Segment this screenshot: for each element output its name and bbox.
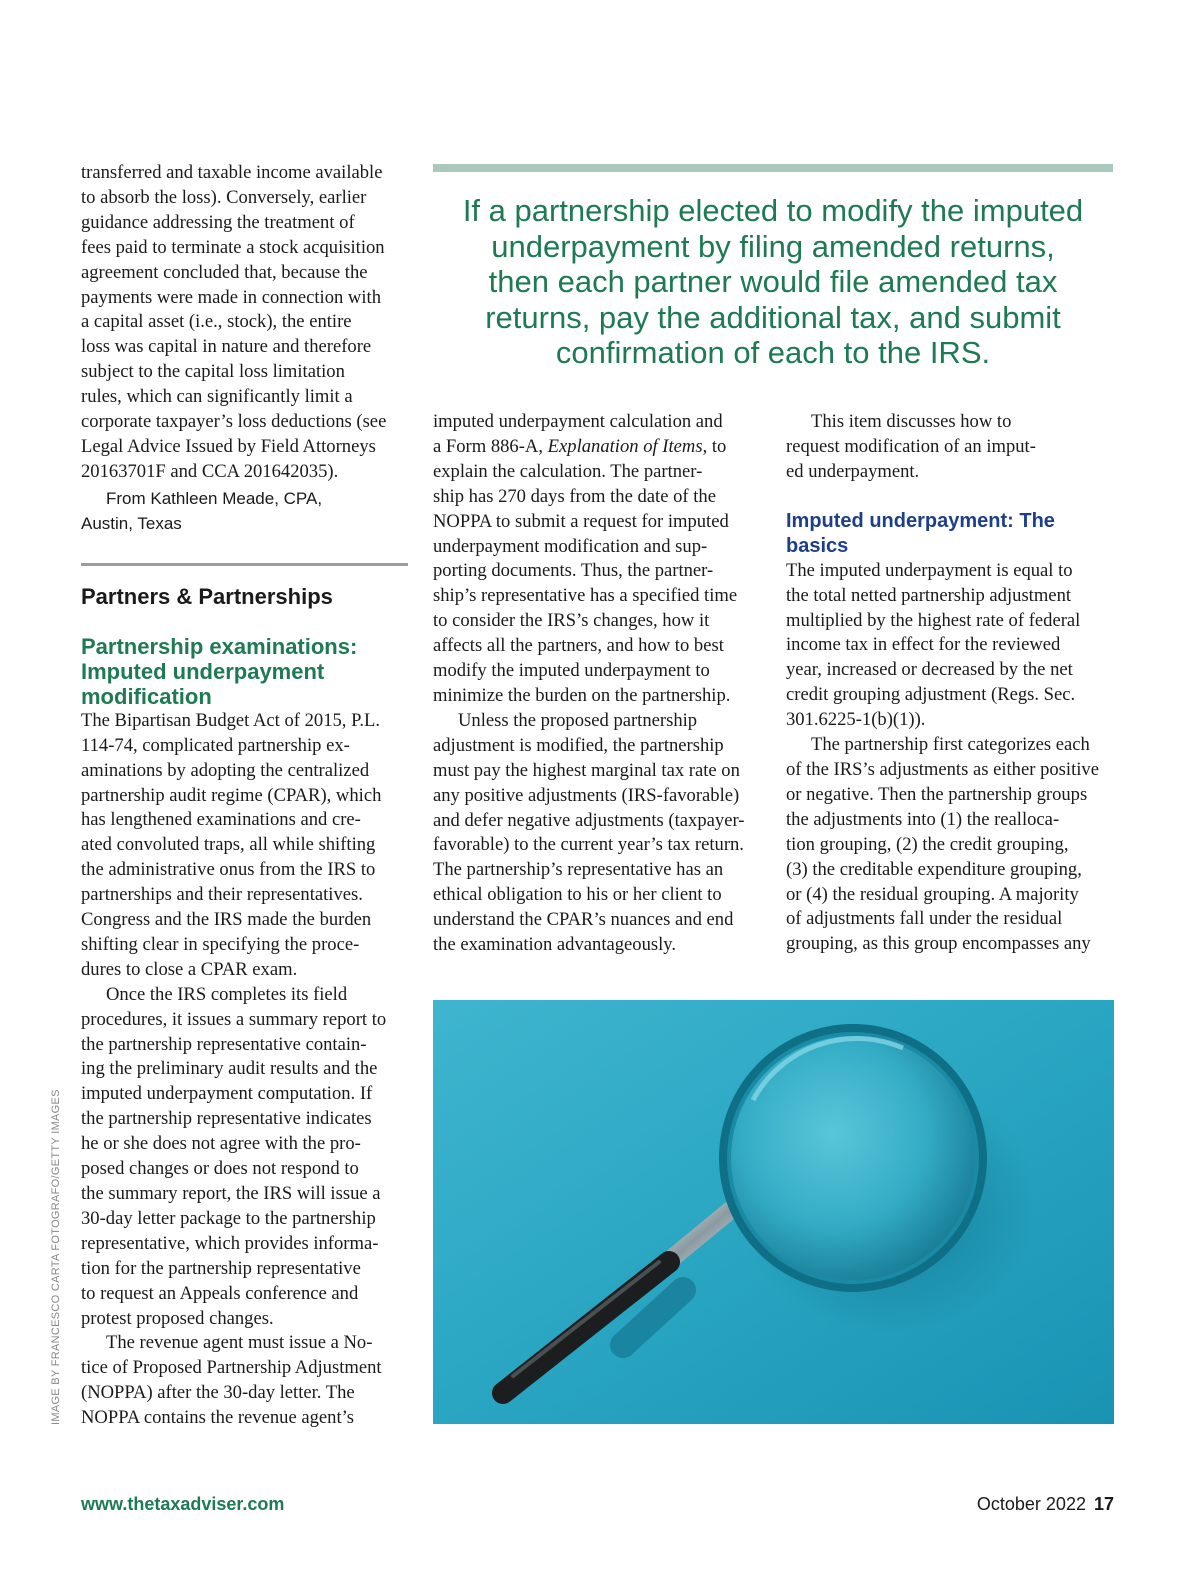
magnifying-glass-illustration [433,1000,1114,1424]
text-line: guidance addressing the treatment of [81,211,355,233]
issue-date: October 2022 [976,1494,1086,1514]
text-line: The partnership’s representative has an [433,859,724,881]
text-line: dures to close a CPAR exam. [81,958,298,980]
text-line: NOPPA contains the revenue agent’s [81,1407,355,1429]
body-paragraph [433,410,768,709]
section-title: Partners & Partnerships [81,583,333,609]
text-line: posed changes or does not respond to [81,1158,359,1180]
text-line: Unless the proposed partnership [458,709,698,731]
text-line: imputed underpayment calculation and [433,411,723,432]
pull-quote-line: returns, pay the additional tax, and submit [485,299,1061,335]
text-line: 30-day letter package to the partnership [81,1207,376,1229]
text-line: 20163701F and CCA 201642035). [81,460,339,482]
text-line: representative, which provides informa- [81,1232,379,1254]
text-line: This item discusses how to [811,411,1012,432]
text-line: the administrative onus from the IRS to [81,859,376,881]
text-line: the partnership representative indicates [81,1108,372,1130]
byline-name: From Kathleen Meade, CPA, [106,488,323,508]
text-line: procedures, it issues a summary report to [81,1008,387,1030]
text-line: the adjustments into (1) the realloca- [786,808,1060,830]
text-line: ated convoluted traps, all while shifting [81,834,376,856]
pull-quote-bar [433,164,1113,172]
lens-glass [729,1034,977,1282]
text-line: underpayment modification and sup- [433,535,708,557]
form-title-italic: Explanation of Items [547,435,703,457]
text-line: NOPPA to submit a request for imputed [433,510,729,532]
article-title-line: Imputed underpayment [81,658,325,684]
text-line: imputed underpayment computation. If [81,1083,373,1105]
text-line: (3) the creditable expenditure grouping, [786,858,1082,880]
text-line: loss was capital in nature and therefore [81,336,372,358]
article-title-line: Partnership examinations: [81,633,358,659]
text-line: ship’s representative has a specified time [433,585,738,607]
text-line: the total netted partnership adjustment [786,584,1072,606]
subsection-heading [786,509,1116,559]
heading-line: basics [786,534,849,557]
text-line: of the IRS’s adjustments as either positive [786,758,1099,780]
text-line: the summary report, the IRS will issue a [81,1183,381,1204]
author-byline [81,486,411,536]
body-paragraph [786,559,1116,733]
text-line: corporate taxpayer’s loss deductions (see [81,411,387,433]
text-line: a capital asset (i.e., stock), the entire [81,311,352,333]
heading-line: Imputed underpayment: The [786,509,1055,532]
text-line: modify the imputed underpayment to [433,660,710,682]
body-paragraph [786,410,1116,485]
magnifying-glass-photo [433,1000,1114,1424]
text-line: favorable) to the current year’s tax return. [433,834,744,856]
pull-quote-line: If a partnership elected to modify the imputed [462,193,1084,228]
article-title-line: modification [81,683,212,709]
text-line: (NOPPA) after the 30-day letter. The [81,1382,355,1404]
text-fragment: , to [702,435,727,457]
text-line: ethical obligation to his or her client to [433,884,722,906]
text-line: any positive adjustments (IRS-favorable) [433,784,740,806]
text-line: The revenue agent must issue a No- [106,1332,373,1354]
body-paragraph [81,709,411,983]
text-line: to request an Appeals conference and [81,1282,359,1304]
column-right [786,410,1116,957]
text-line: of adjustments fall under the residual [786,908,1063,930]
text-line [433,435,768,460]
text-line: tice of Proposed Partnership Adjustment [81,1357,382,1379]
text-line: rules, which can significantly limit a [81,386,353,408]
column-left [81,161,411,1431]
text-fragment: a Form 886-A, [433,435,548,457]
text-line: 114-74, complicated partnership ex- [81,734,350,756]
body-paragraph [81,1331,411,1431]
text-line: minimize the burden on the partnership. [433,684,731,706]
text-line: explain the calculation. The partner- [433,460,703,482]
text-line: tion for the partnership representative [81,1257,361,1279]
text-line: The partnership first categorizes each [811,734,1090,756]
text-line: transferred and taxable income available [81,162,383,183]
text-line: must pay the highest marginal tax rate on [433,759,740,781]
text-line: subject to the capital loss limitation [81,361,345,383]
website-link[interactable]: www.thetaxadviser.com [81,1494,285,1514]
text-line: partnerships and their representatives. [81,884,363,906]
text-line: partnership audit regime (CPAR), which [81,784,382,806]
text-line: Congress and the IRS made the burden [81,909,372,931]
section-divider [81,563,408,566]
text-line: year, increased or decreased by the net [786,659,1073,681]
text-line: agreement concluded that, because the [81,261,368,283]
body-paragraph [433,709,768,958]
text-line: The Bipartisan Budget Act of 2015, P.L. [81,709,381,731]
pull-quote-line: confirmation of each to the IRS. [555,335,991,370]
text-line: the partnership representative contain- [81,1033,367,1055]
column-middle [433,410,768,958]
body-paragraph [786,733,1116,957]
text-line: credit grouping adjustment (Regs. Sec. [786,684,1076,706]
text-line: 301.6225-1(b)(1)). [786,709,926,731]
text-line: he or she does not agree with the pro- [81,1133,361,1155]
text-line: affects all the partners, and how to best [433,635,724,657]
text-line: has lengthened examinations and cre- [81,809,361,831]
footer-issue [977,1494,1114,1515]
text-line: income tax in effect for the reviewed [786,634,1061,656]
pull-quote [433,193,1113,371]
text-line: Once the IRS completes its field [106,983,348,1005]
text-line: ed underpayment. [786,460,920,482]
pull-quote-line: then each partner would file amended tax [488,264,1058,299]
text-line: to consider the IRS’s changes, how it [433,610,710,632]
text-line: shifting clear in specifying the proce- [81,933,360,955]
text-line: understand the CPAR’s nuances and end [433,909,734,931]
text-line: request modification of an imput- [786,435,1036,457]
pull-quote-line: underpayment by filing amended returns, [491,228,1055,264]
text-line: grouping, as this group encompasses any [786,933,1091,955]
text-line: aminations by adopting the centralized [81,759,370,781]
text-line: fees paid to terminate a stock acquisition [81,236,385,258]
text-line: Legal Advice Issued by Field Attorneys [81,435,376,457]
text-line: tion grouping, (2) the credit grouping, [786,833,1069,855]
text-line: protest proposed changes. [81,1307,274,1329]
article-title [81,634,411,709]
body-paragraph [81,983,411,1332]
text-line: porting documents. Thus, the partner- [433,560,714,582]
text-line: adjustment is modified, the partnership [433,734,724,756]
text-line: and defer negative adjustments (taxpayer- [433,809,745,831]
text-line: ing the preliminary audit results and the [81,1058,378,1080]
text-line: The imputed underpayment is equal to [786,559,1073,581]
text-line: the examination advantageously. [433,934,677,956]
text-line: payments were made in connection with [81,286,381,308]
text-line: ship has 270 days from the date of the [433,485,716,507]
text-line: to absorb the loss). Conversely, earlier [81,186,367,208]
text-line: or negative. Then the partnership groups [786,783,1088,805]
text-line: or (4) the residual grouping. A majority [786,883,1079,905]
intro-paragraph [81,161,411,485]
photo-credit: IMAGE BY FRANCESCO CARTA FOTOGRAFO/GETTY IMAGES [50,1089,62,1425]
page-number: 17 [1093,1494,1114,1514]
byline-location: Austin, Texas [81,513,182,533]
text-line: multiplied by the highest rate of federal [786,609,1081,631]
